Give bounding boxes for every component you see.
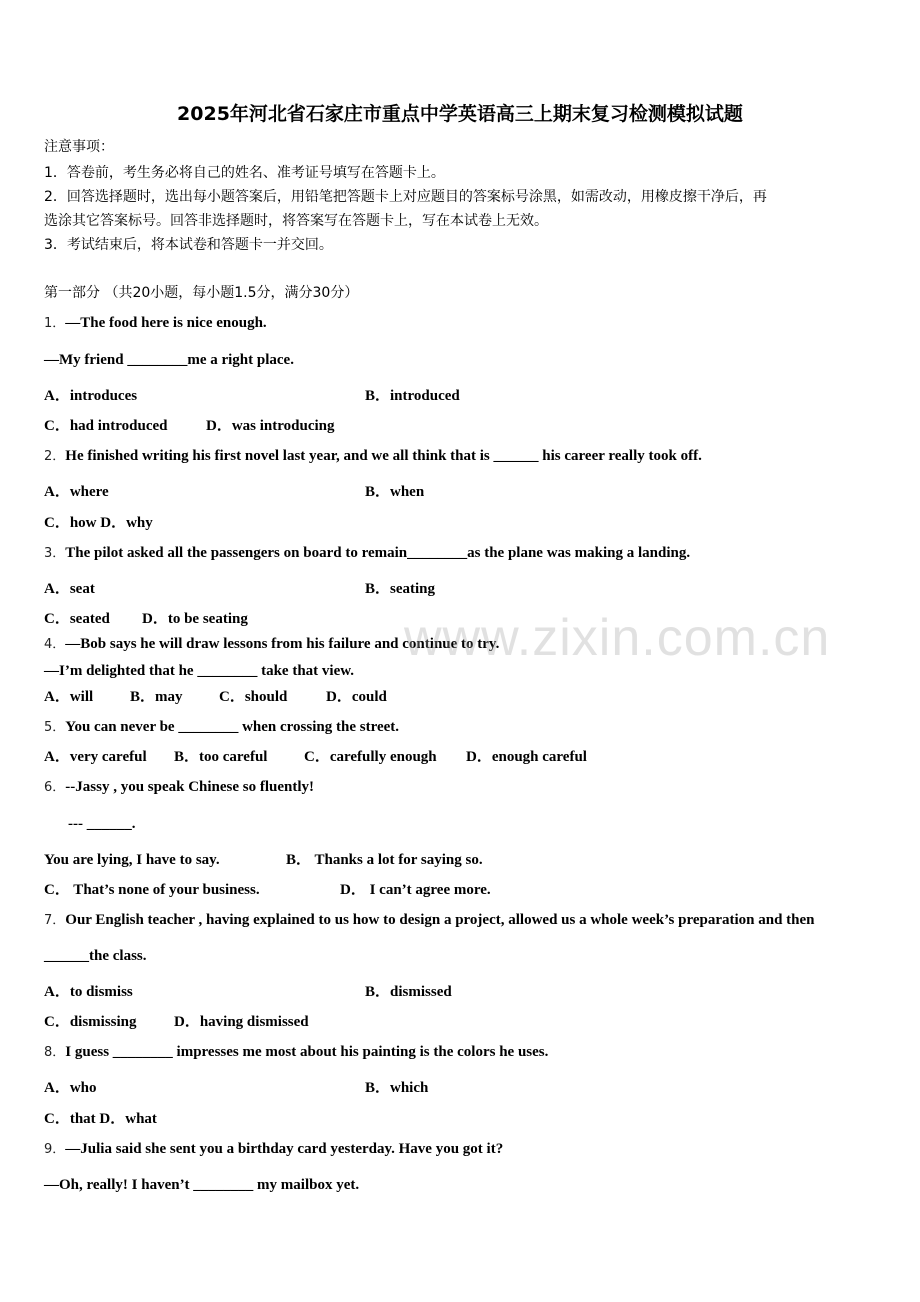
question-number: 8． xyxy=(44,1045,66,1060)
question-number: 1． xyxy=(44,316,66,331)
q6-option-b: B． Thanks a lot for saying so. xyxy=(286,852,483,868)
section-heading: 第一部分 （共20小题，每小题1.5分，满分30分） xyxy=(44,285,359,301)
question-6-reply: --- ______. xyxy=(68,816,136,832)
q3-option-d: D．to be seating xyxy=(142,611,248,627)
q3-option-a: A．seat xyxy=(44,581,95,597)
notice-item-2-cont: 选涂其它答案标号。回答非选择题时，将答案写在答题卡上，写在本试卷上无效。 xyxy=(44,213,548,229)
q4-option-c: C．should xyxy=(219,689,288,705)
question-5 xyxy=(44,718,399,737)
q5-option-d: D．enough careful xyxy=(466,749,587,765)
question-stem: —The food here is nice enough. xyxy=(65,315,267,331)
q4-option-b: B．may xyxy=(130,689,183,705)
question-3 xyxy=(44,544,690,563)
question-1 xyxy=(44,314,267,333)
question-2 xyxy=(44,447,702,466)
question-stem: --Jassy , you speak Chinese so fluently! xyxy=(65,779,315,795)
question-number: 3． xyxy=(44,546,66,561)
q4-option-d: D．could xyxy=(326,689,387,705)
q3-option-c: C．seated xyxy=(44,611,110,627)
q1-option-a: A．introduces xyxy=(44,388,138,404)
q4-option-a: A．will xyxy=(44,689,94,705)
page-title: 2025年河北省石家庄市重点中学英语高三上期末复习检测模拟试题 xyxy=(177,103,743,125)
notice-heading: 注意事项： xyxy=(44,139,114,155)
q5-option-b: B．too careful xyxy=(174,749,268,765)
q8-option-b: B．which xyxy=(365,1080,429,1096)
question-stem: —Julia said she sent you a birthday card yesterday. Have you got it? xyxy=(65,1141,504,1157)
q6-option-d: D． I can’t agree more. xyxy=(340,882,491,898)
q5-option-a: A．very careful xyxy=(44,749,147,765)
q7-option-d: D．having dismissed xyxy=(174,1014,309,1030)
q7-option-a: A．to dismiss xyxy=(44,984,133,1000)
q5-option-c: C．carefully enough xyxy=(304,749,437,765)
watermark: www.zixin.com.cn xyxy=(404,609,831,667)
q1-option-c: C．had introduced xyxy=(44,418,168,434)
question-stem: Our English teacher , having explained to us how to design a project, allowed us a whole week’s preparation and then xyxy=(65,912,815,928)
question-9-reply: —Oh, really! I haven’t ________ my mailbox yet. xyxy=(44,1177,360,1193)
q8-option-cd: C．that D．what xyxy=(44,1111,157,1127)
q6-option-a: You are lying, I have to say. xyxy=(44,852,220,868)
question-stem: The pilot asked all the passengers on board to remain________as the plane was making a landing. xyxy=(65,545,691,561)
question-stem: I guess ________ impresses me most about his painting is the colors he uses. xyxy=(65,1044,549,1060)
question-number: 7． xyxy=(44,913,66,928)
q2-option-cd: C．how D．why xyxy=(44,515,153,531)
question-7-cont: ______the class. xyxy=(44,948,147,964)
question-stem: —Bob says he will draw lessons from his failure and continue to try. xyxy=(65,636,500,652)
q7-option-b: B．dismissed xyxy=(365,984,452,1000)
question-7 xyxy=(44,911,815,930)
question-number: 6． xyxy=(44,780,66,795)
notice-item-2: 2．回答选择题时，选出每小题答案后，用铅笔把答题卡上对应题目的答案标号涂黑，如需改动，用橡皮擦干净后，再 xyxy=(44,189,767,205)
question-6 xyxy=(44,778,314,797)
question-1-reply: —My friend ________me a right place. xyxy=(44,352,294,368)
notice-item-1: 1．答卷前，考生务必将自己的姓名、准考证号填写在答题卡上。 xyxy=(44,165,445,181)
question-8 xyxy=(44,1043,548,1062)
q7-option-c: C．dismissing xyxy=(44,1014,137,1030)
q2-option-a: A．where xyxy=(44,484,109,500)
q1-option-d: D．was introducing xyxy=(206,418,335,434)
notice-item-3: 3．考试结束后，将本试卷和答题卡一并交回。 xyxy=(44,237,333,253)
question-stem: He finished writing his first novel last year, and we all think that is ______ his career really took off. xyxy=(65,448,702,464)
question-4-reply: —I’m delighted that he ________ take that view. xyxy=(44,663,354,679)
q2-option-b: B．when xyxy=(365,484,425,500)
question-number: 9． xyxy=(44,1142,66,1157)
q3-option-b: B．seating xyxy=(365,581,436,597)
question-number: 4． xyxy=(44,637,66,652)
question-9 xyxy=(44,1140,503,1159)
question-stem: You can never be ________ when crossing the street. xyxy=(65,719,400,735)
q6-option-c: C． That’s none of your business. xyxy=(44,882,260,898)
q1-option-b: B．introduced xyxy=(365,388,460,404)
question-number: 5． xyxy=(44,720,66,735)
question-number: 2． xyxy=(44,449,66,464)
q8-option-a: A．who xyxy=(44,1080,97,1096)
